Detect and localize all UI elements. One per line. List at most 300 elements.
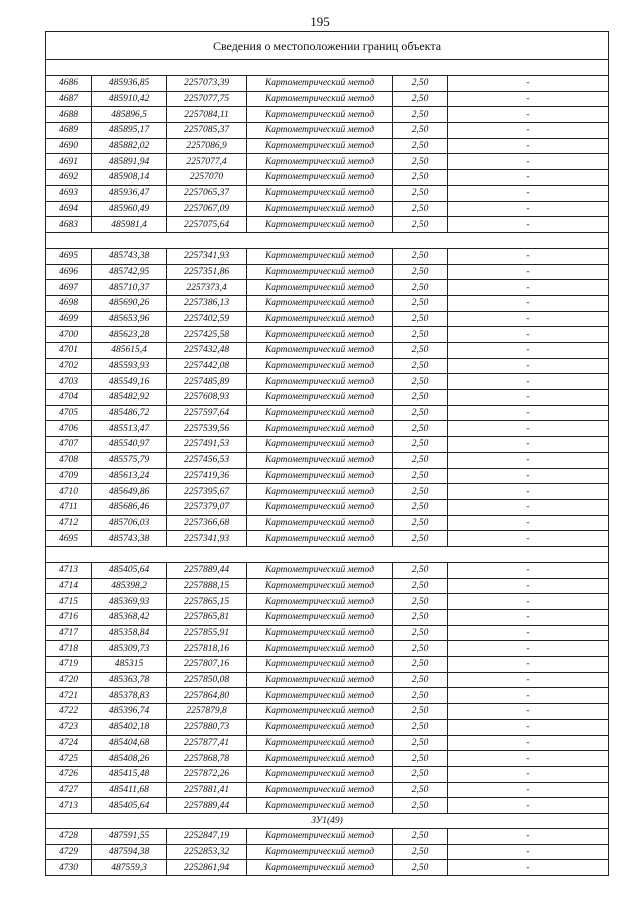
y-coordinate-cell: 2257855,91 [167,625,247,641]
method-cell: Картометрический метод [247,562,393,578]
method-cell: Картометрический метод [247,358,393,374]
table-row [46,264,609,280]
method-cell: Картометрический метод [247,844,393,860]
description-cell: - [448,657,609,673]
section-separator-row [46,232,609,248]
table-row [46,468,609,484]
point-number-cell: 4712 [46,515,92,531]
accuracy-cell: 2,50 [393,468,448,484]
point-number-cell: 4728 [46,828,92,844]
table-row [46,562,609,578]
accuracy-cell: 2,50 [393,484,448,500]
table-row [46,185,609,201]
x-coordinate-cell: 485309,73 [92,641,167,657]
accuracy-cell: 2,50 [393,751,448,767]
accuracy-cell: 2,50 [393,374,448,390]
accuracy-cell: 2,50 [393,390,448,406]
table-row [46,860,609,876]
x-coordinate-cell: 485981,4 [92,217,167,233]
method-cell: Картометрический метод [247,641,393,657]
point-number-cell: 4703 [46,374,92,390]
description-cell: - [448,374,609,390]
point-number-cell: 4687 [46,91,92,107]
accuracy-cell: 2,50 [393,327,448,343]
point-number-cell: 4692 [46,170,92,186]
point-number-cell: 4688 [46,107,92,123]
y-coordinate-cell: 2257395,67 [167,484,247,500]
table-row [46,531,609,547]
method-cell: Картометрический метод [247,672,393,688]
description-cell: - [448,295,609,311]
x-coordinate-cell: 485936,47 [92,185,167,201]
table-row [46,217,609,233]
y-coordinate-cell: 2257597,64 [167,405,247,421]
table-row [46,91,609,107]
x-coordinate-cell: 485405,64 [92,798,167,814]
point-number-cell: 4694 [46,201,92,217]
accuracy-cell: 2,50 [393,766,448,782]
accuracy-cell: 2,50 [393,170,448,186]
accuracy-cell: 2,50 [393,499,448,515]
section-separator [46,60,609,76]
table-row [46,499,609,515]
x-coordinate-cell: 487594,38 [92,844,167,860]
method-cell: Картометрический метод [247,610,393,626]
x-coordinate-cell: 485540,97 [92,437,167,453]
method-cell: Картометрический метод [247,452,393,468]
method-cell: Картометрический метод [247,625,393,641]
x-coordinate-cell: 485369,93 [92,594,167,610]
y-coordinate-cell: 2257818,16 [167,641,247,657]
table-row [46,170,609,186]
y-coordinate-cell: 2257888,15 [167,578,247,594]
description-cell: - [448,201,609,217]
y-coordinate-cell: 2257379,07 [167,499,247,515]
method-cell: Картометрический метод [247,766,393,782]
y-coordinate-cell: 2257485,89 [167,374,247,390]
description-cell: - [448,123,609,139]
accuracy-cell: 2,50 [393,201,448,217]
method-cell: Картометрический метод [247,468,393,484]
point-number-cell: 4698 [46,295,92,311]
table-row [46,76,609,92]
method-cell: Картометрический метод [247,798,393,814]
description-cell: - [448,154,609,170]
accuracy-cell: 2,50 [393,578,448,594]
x-coordinate-cell: 485408,26 [92,751,167,767]
x-coordinate-cell: 485358,84 [92,625,167,641]
method-cell: Картометрический метод [247,657,393,673]
x-coordinate-cell: 485615,4 [92,343,167,359]
description-cell: - [448,766,609,782]
point-number-cell: 4725 [46,751,92,767]
description-cell: - [448,704,609,720]
x-coordinate-cell: 487591,55 [92,828,167,844]
description-cell: - [448,311,609,327]
x-coordinate-cell: 485653,96 [92,311,167,327]
accuracy-cell: 2,50 [393,798,448,814]
description-cell: - [448,107,609,123]
accuracy-cell: 2,50 [393,672,448,688]
table-row [46,295,609,311]
y-coordinate-cell: 2257386,13 [167,295,247,311]
description-cell: - [448,798,609,814]
description-cell: - [448,390,609,406]
method-cell: Картометрический метод [247,515,393,531]
method-cell: Картометрический метод [247,248,393,264]
accuracy-cell: 2,50 [393,107,448,123]
y-coordinate-cell: 2257864,80 [167,688,247,704]
point-number-cell: 4722 [46,704,92,720]
x-coordinate-cell: 485411,68 [92,782,167,798]
description-cell: - [448,484,609,500]
y-coordinate-cell: 2257351,86 [167,264,247,280]
accuracy-cell: 2,50 [393,358,448,374]
y-coordinate-cell: 2257065,37 [167,185,247,201]
point-number-cell: 4701 [46,343,92,359]
method-cell: Картометрический метод [247,578,393,594]
x-coordinate-cell: 485613,24 [92,468,167,484]
x-coordinate-cell: 485396,74 [92,704,167,720]
accuracy-cell: 2,50 [393,185,448,201]
x-coordinate-cell: 485742,95 [92,264,167,280]
description-cell: - [448,578,609,594]
x-coordinate-cell: 485405,64 [92,562,167,578]
point-number-cell: 4726 [46,766,92,782]
accuracy-cell: 2,50 [393,311,448,327]
y-coordinate-cell: 2257075,64 [167,217,247,233]
y-coordinate-cell: 2257086,9 [167,138,247,154]
y-coordinate-cell: 2257067,09 [167,201,247,217]
accuracy-cell: 2,50 [393,735,448,751]
accuracy-cell: 2,50 [393,280,448,296]
table-row [46,123,609,139]
x-coordinate-cell: 485891,94 [92,154,167,170]
method-cell: Картометрический метод [247,704,393,720]
table-row [46,610,609,626]
method-cell: Картометрический метод [247,185,393,201]
x-coordinate-cell: 485398,2 [92,578,167,594]
x-coordinate-cell: 485686,46 [92,499,167,515]
description-cell: - [448,280,609,296]
accuracy-cell: 2,50 [393,295,448,311]
description-cell: - [448,610,609,626]
point-number-cell: 4683 [46,217,92,233]
y-coordinate-cell: 2257341,93 [167,248,247,264]
description-cell: - [448,625,609,641]
y-coordinate-cell: 2257442,08 [167,358,247,374]
point-number-cell: 4715 [46,594,92,610]
point-number-cell: 4691 [46,154,92,170]
table-row [46,358,609,374]
y-coordinate-cell: 2257872,26 [167,766,247,782]
table-row [46,641,609,657]
method-cell: Картометрический метод [247,860,393,876]
page-number: 195 [310,14,330,29]
y-coordinate-cell: 2257070 [167,170,247,186]
x-coordinate-cell: 485575,79 [92,452,167,468]
accuracy-cell: 2,50 [393,657,448,673]
method-cell: Картометрический метод [247,264,393,280]
x-coordinate-cell: 485513,47 [92,421,167,437]
y-coordinate-cell: 2257073,39 [167,76,247,92]
accuracy-cell: 2,50 [393,421,448,437]
x-coordinate-cell: 485910,42 [92,91,167,107]
y-coordinate-cell: 2257539,56 [167,421,247,437]
y-coordinate-cell: 2257085,37 [167,123,247,139]
point-number-cell: 4727 [46,782,92,798]
description-cell: - [448,421,609,437]
table-row [46,327,609,343]
description-cell: - [448,688,609,704]
point-number-cell: 4702 [46,358,92,374]
table-row [46,751,609,767]
y-coordinate-cell: 2257865,81 [167,610,247,626]
table-row [46,719,609,735]
accuracy-cell: 2,50 [393,625,448,641]
point-number-cell: 4686 [46,76,92,92]
accuracy-cell: 2,50 [393,217,448,233]
method-cell: Картометрический метод [247,594,393,610]
method-cell: Картометрический метод [247,484,393,500]
table-row [46,452,609,468]
table-row [46,735,609,751]
y-coordinate-cell: 2257425,58 [167,327,247,343]
description-cell: - [448,499,609,515]
y-coordinate-cell: 2257402,59 [167,311,247,327]
method-cell: Картометрический метод [247,217,393,233]
point-number-cell: 4690 [46,138,92,154]
y-coordinate-cell: 2257889,44 [167,798,247,814]
x-coordinate-cell: 485482,92 [92,390,167,406]
description-cell: - [448,405,609,421]
table-row [46,578,609,594]
x-coordinate-cell: 485649,86 [92,484,167,500]
accuracy-cell: 2,50 [393,515,448,531]
method-cell: Картометрический метод [247,531,393,547]
description-cell: - [448,76,609,92]
table-row [46,421,609,437]
accuracy-cell: 2,50 [393,594,448,610]
description-cell: - [448,468,609,484]
point-number-cell: 4730 [46,860,92,876]
x-coordinate-cell: 485743,38 [92,248,167,264]
boundary-sheet [45,31,608,876]
description-cell: - [448,844,609,860]
description-cell: - [448,860,609,876]
method-cell: Картометрический метод [247,91,393,107]
table-row [46,657,609,673]
x-coordinate-cell: 485486,72 [92,405,167,421]
x-coordinate-cell: 485315 [92,657,167,673]
method-cell: Картометрический метод [247,688,393,704]
point-number-cell: 4695 [46,248,92,264]
x-coordinate-cell: 485404,68 [92,735,167,751]
y-coordinate-cell: 2257419,36 [167,468,247,484]
y-coordinate-cell: 2257881,41 [167,782,247,798]
method-cell: Картометрический метод [247,437,393,453]
y-coordinate-cell: 2252847,19 [167,828,247,844]
point-number-cell: 4689 [46,123,92,139]
table-row [46,138,609,154]
x-coordinate-cell: 485402,18 [92,719,167,735]
x-coordinate-cell: 487559,3 [92,860,167,876]
description-cell: - [448,751,609,767]
point-number-cell: 4710 [46,484,92,500]
point-number-cell: 4719 [46,657,92,673]
y-coordinate-cell: 2257868,78 [167,751,247,767]
method-cell: Картометрический метод [247,201,393,217]
point-number-cell: 4716 [46,610,92,626]
description-cell: - [448,782,609,798]
table-row [46,390,609,406]
method-cell: Картометрический метод [247,170,393,186]
method-cell: Картометрический метод [247,327,393,343]
accuracy-cell: 2,50 [393,405,448,421]
accuracy-cell: 2,50 [393,264,448,280]
accuracy-cell: 2,50 [393,248,448,264]
accuracy-cell: 2,50 [393,782,448,798]
section-separator-row [46,546,609,562]
method-cell: Картометрический метод [247,782,393,798]
x-coordinate-cell: 485623,28 [92,327,167,343]
section-label: ЗУ1(49) [46,813,609,828]
method-cell: Картометрический метод [247,295,393,311]
description-cell: - [448,248,609,264]
y-coordinate-cell: 2257432,48 [167,343,247,359]
y-coordinate-cell: 2257879,8 [167,704,247,720]
x-coordinate-cell: 485936,85 [92,76,167,92]
accuracy-cell: 2,50 [393,154,448,170]
x-coordinate-cell: 485743,38 [92,531,167,547]
y-coordinate-cell: 2257077,75 [167,91,247,107]
x-coordinate-cell: 485706,03 [92,515,167,531]
accuracy-cell: 2,50 [393,844,448,860]
point-number-cell: 4720 [46,672,92,688]
description-cell: - [448,343,609,359]
point-number-cell: 4700 [46,327,92,343]
x-coordinate-cell: 485378,83 [92,688,167,704]
accuracy-cell: 2,50 [393,138,448,154]
y-coordinate-cell: 2257341,93 [167,531,247,547]
description-cell: - [448,562,609,578]
method-cell: Картометрический метод [247,343,393,359]
table-row [46,844,609,860]
point-number-cell: 4714 [46,578,92,594]
table-row [46,248,609,264]
point-number-cell: 4699 [46,311,92,327]
table-row [46,625,609,641]
accuracy-cell: 2,50 [393,343,448,359]
y-coordinate-cell: 2257373,4 [167,280,247,296]
method-cell: Картометрический метод [247,311,393,327]
point-number-cell: 4695 [46,531,92,547]
y-coordinate-cell: 2257456,53 [167,452,247,468]
accuracy-cell: 2,50 [393,828,448,844]
accuracy-cell: 2,50 [393,688,448,704]
description-cell: - [448,531,609,547]
point-number-cell: 4713 [46,798,92,814]
method-cell: Картометрический метод [247,123,393,139]
point-number-cell: 4707 [46,437,92,453]
table-row [46,688,609,704]
y-coordinate-cell: 2257877,41 [167,735,247,751]
method-cell: Картометрический метод [247,154,393,170]
table-body [46,32,609,876]
point-number-cell: 4705 [46,405,92,421]
table-row [46,704,609,720]
y-coordinate-cell: 2257889,44 [167,562,247,578]
accuracy-cell: 2,50 [393,704,448,720]
x-coordinate-cell: 485960,49 [92,201,167,217]
point-number-cell: 4724 [46,735,92,751]
y-coordinate-cell: 2257084,11 [167,107,247,123]
table-row [46,280,609,296]
table-row [46,594,609,610]
x-coordinate-cell: 485363,78 [92,672,167,688]
description-cell: - [448,358,609,374]
x-coordinate-cell: 485908,14 [92,170,167,186]
y-coordinate-cell: 2257608,93 [167,390,247,406]
description-cell: - [448,672,609,688]
point-number-cell: 4704 [46,390,92,406]
description-cell: - [448,91,609,107]
point-number-cell: 4709 [46,468,92,484]
method-cell: Картометрический метод [247,107,393,123]
table-row [46,154,609,170]
table-row [46,782,609,798]
method-cell: Картометрический метод [247,719,393,735]
point-number-cell: 4718 [46,641,92,657]
table-row [46,343,609,359]
point-number-cell: 4721 [46,688,92,704]
method-cell: Картометрический метод [247,421,393,437]
accuracy-cell: 2,50 [393,641,448,657]
description-cell: - [448,217,609,233]
description-cell: - [448,170,609,186]
method-cell: Картометрический метод [247,76,393,92]
x-coordinate-cell: 485549,16 [92,374,167,390]
description-cell: - [448,185,609,201]
point-number-cell: 4729 [46,844,92,860]
table-row [46,405,609,421]
table-row [46,515,609,531]
section-separator [46,546,609,562]
table-row [46,107,609,123]
y-coordinate-cell: 2257366,68 [167,515,247,531]
y-coordinate-cell: 2257880,73 [167,719,247,735]
section-separator-row [46,813,609,828]
method-cell: Картометрический метод [247,751,393,767]
accuracy-cell: 2,50 [393,123,448,139]
accuracy-cell: 2,50 [393,76,448,92]
description-cell: - [448,719,609,735]
description-cell: - [448,437,609,453]
x-coordinate-cell: 485593,93 [92,358,167,374]
header-row [46,32,609,60]
table-header: Сведения о местоположении границ объекта [46,32,609,60]
table-row [46,374,609,390]
x-coordinate-cell: 485896,5 [92,107,167,123]
x-coordinate-cell: 485895,17 [92,123,167,139]
table-row [46,311,609,327]
point-number-cell: 4697 [46,280,92,296]
x-coordinate-cell: 485882,02 [92,138,167,154]
accuracy-cell: 2,50 [393,452,448,468]
table-row [46,672,609,688]
accuracy-cell: 2,50 [393,860,448,876]
y-coordinate-cell: 2252853,32 [167,844,247,860]
